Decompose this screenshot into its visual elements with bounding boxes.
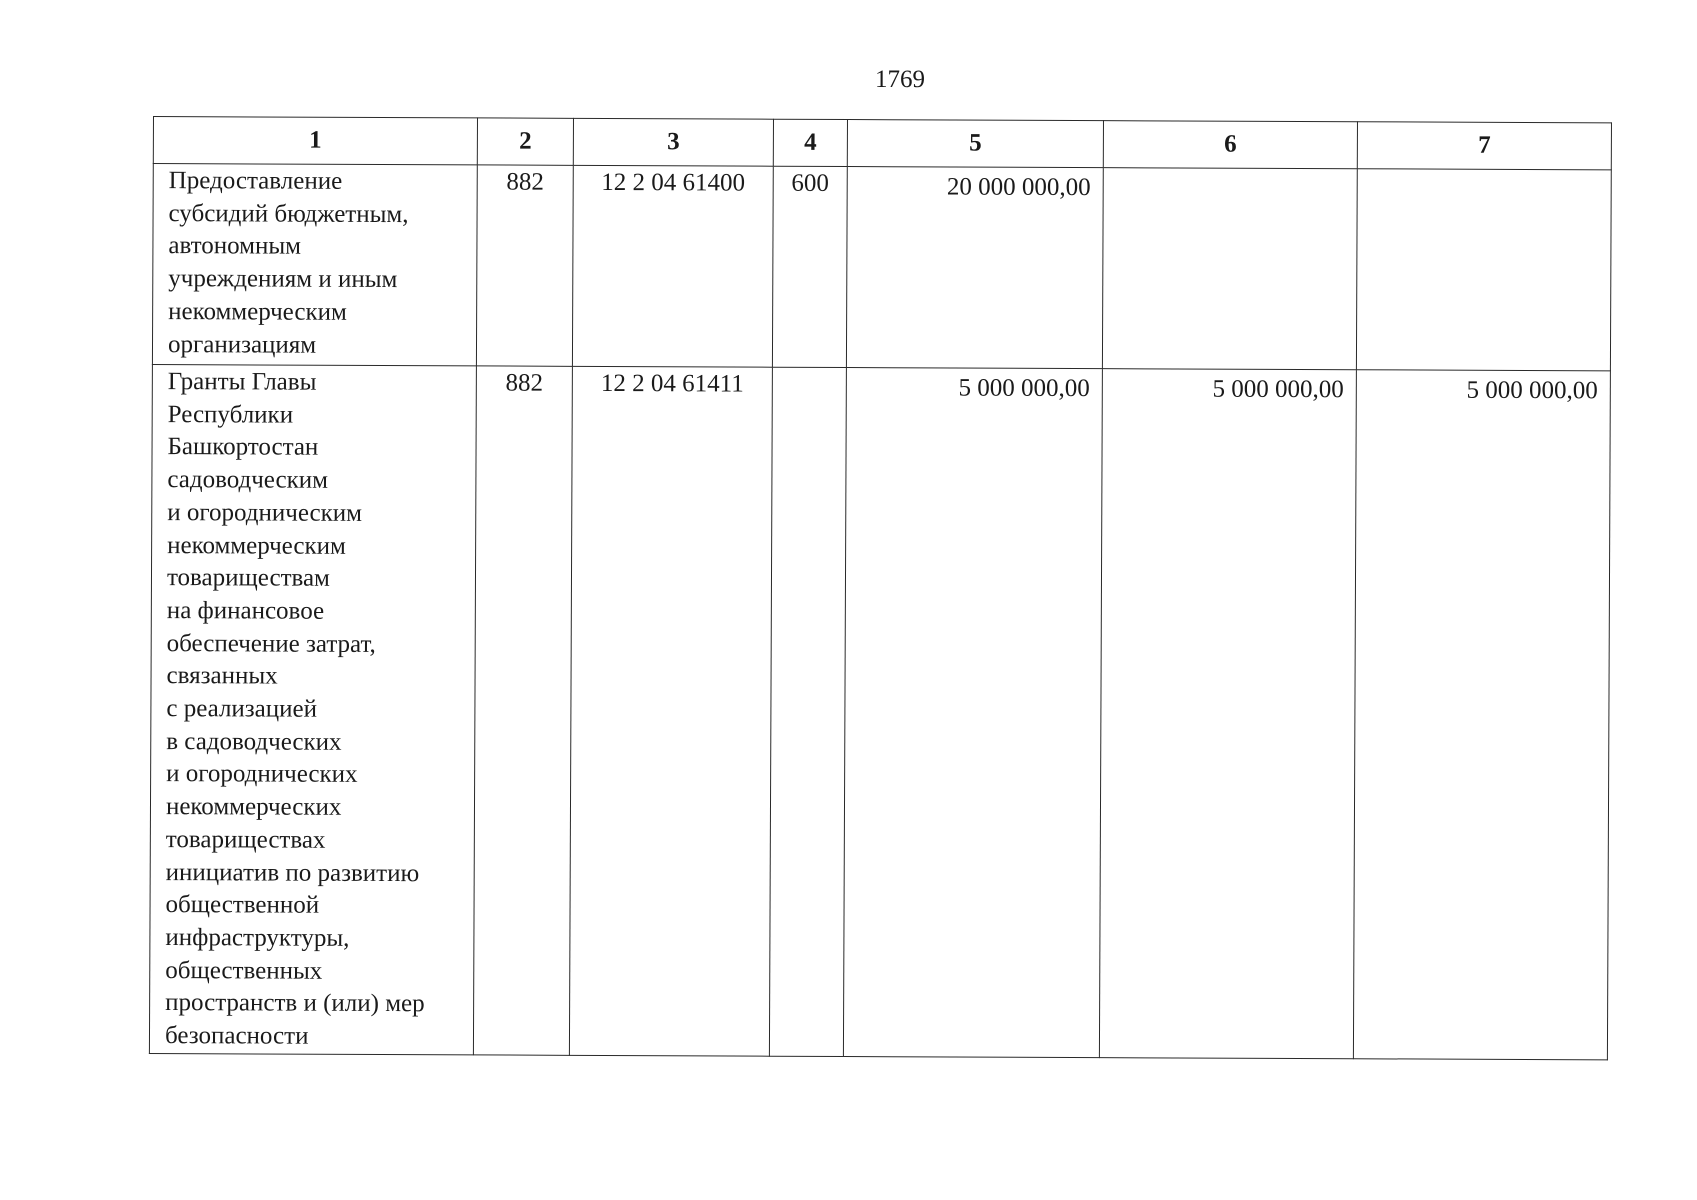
row-target-article: 12 2 04 61411 <box>569 366 772 1056</box>
row-amount-5: 20 000 000,00 <box>846 167 1103 369</box>
column-header-1: 1 <box>153 117 477 165</box>
header-row <box>153 117 1611 170</box>
column-header-6: 6 <box>1103 121 1357 169</box>
row-target-article: 12 2 04 61400 <box>572 165 773 367</box>
row-code: 882 <box>476 165 573 366</box>
row-amount-7 <box>1356 169 1611 371</box>
row-amount-5: 5 000 000,00 <box>843 368 1102 1058</box>
column-header-3: 3 <box>573 118 773 166</box>
row-expense-type <box>769 367 846 1056</box>
budget-table <box>149 116 1612 1060</box>
row-expense-type: 600 <box>772 166 847 367</box>
row-name: Предоставление субсидий бюджетным, автономным учреждениям и иным некоммерческим организациям <box>152 164 477 366</box>
column-header-4: 4 <box>773 119 847 166</box>
table-body <box>149 164 1611 1060</box>
page-number: 1769 <box>875 66 925 93</box>
table-row <box>149 364 1610 1059</box>
row-amount-6 <box>1102 168 1357 370</box>
table-header <box>153 117 1611 170</box>
row-amount-6: 5 000 000,00 <box>1099 369 1356 1059</box>
row-amount-7: 5 000 000,00 <box>1353 370 1610 1060</box>
column-header-7: 7 <box>1357 122 1611 170</box>
column-header-5: 5 <box>847 120 1103 168</box>
column-header-2: 2 <box>477 118 573 165</box>
row-code: 882 <box>473 366 572 1055</box>
table-row <box>152 164 1611 371</box>
row-name: Гранты Главы Республики Башкортостан садоводческим и огородническим некоммерческим товариществам на финансовое обеспечение затрат, связанных с реализацией в садоводческих и огороднических некоммерческих товариществах инициатив по развитию общественной инфраструктуры, общественных пространств и (или) мер безопасности <box>149 364 476 1054</box>
